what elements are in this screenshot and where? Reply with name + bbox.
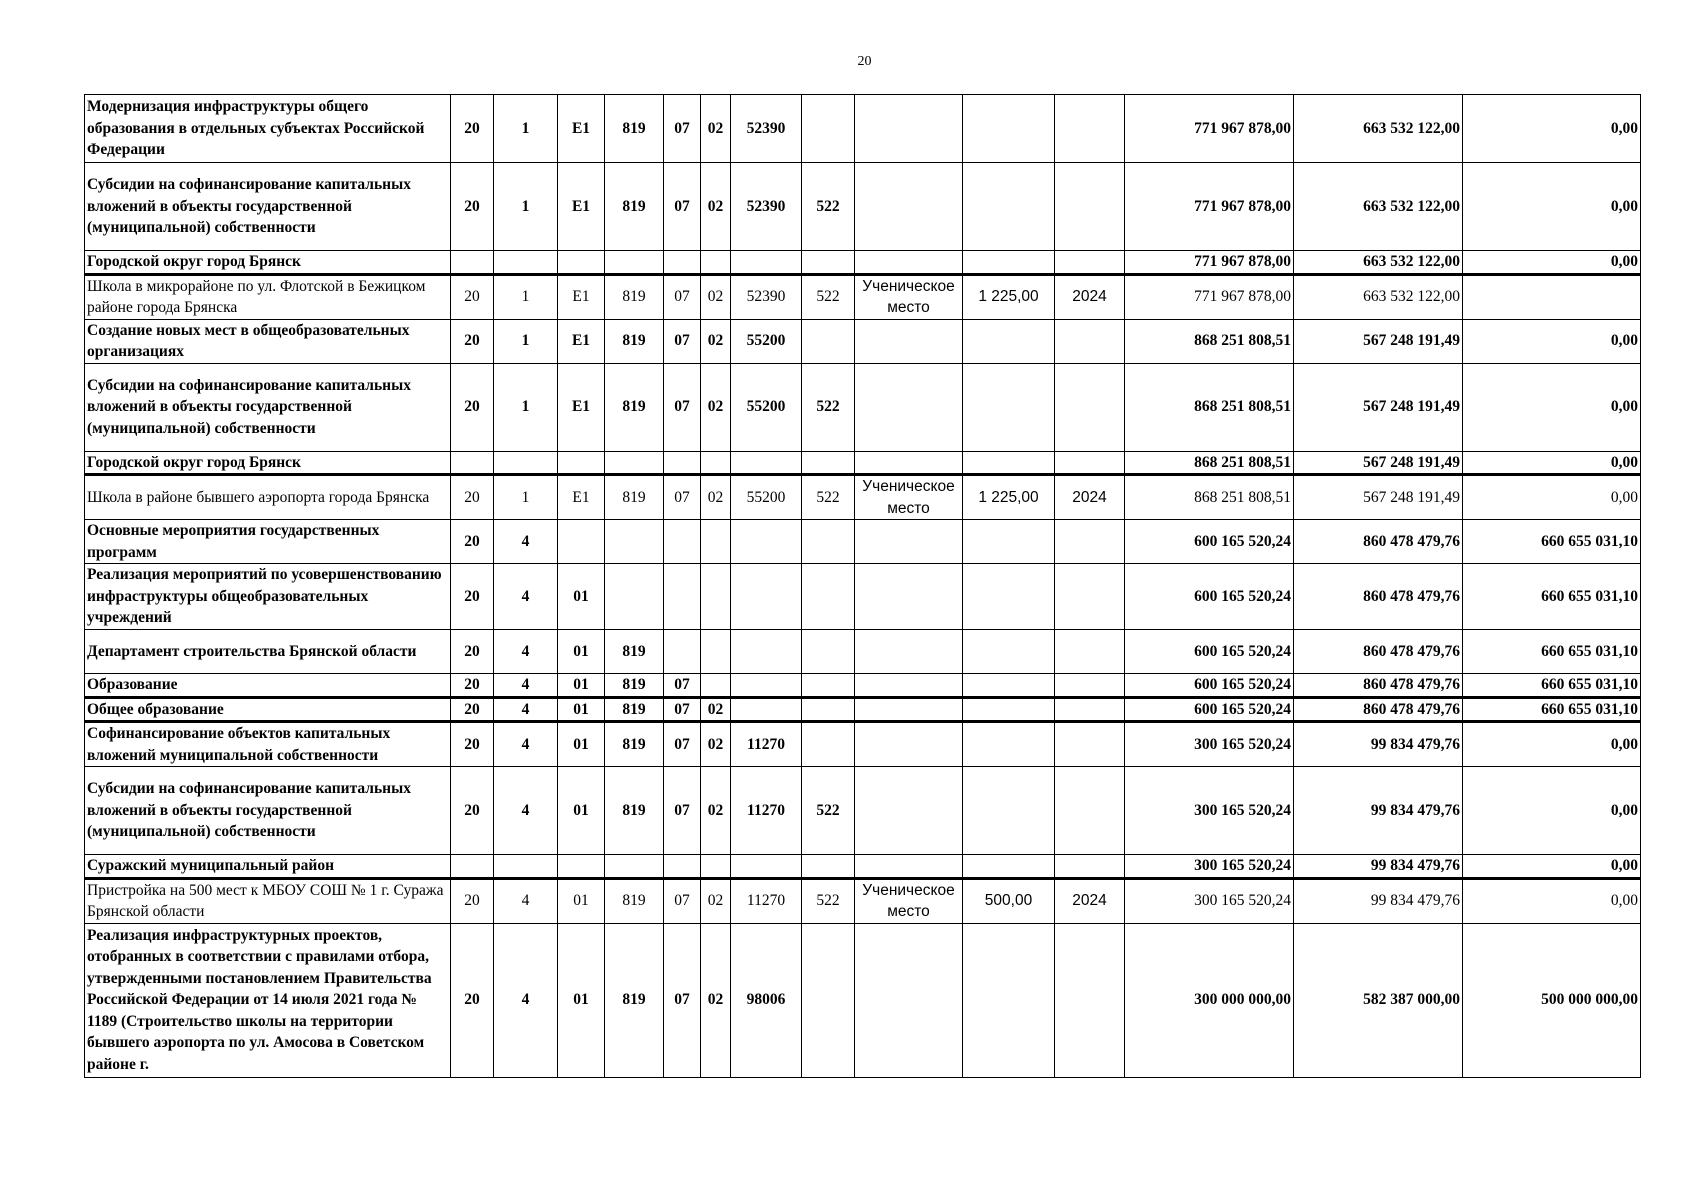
year-cell: 2024 xyxy=(1055,274,1125,319)
unit-cell xyxy=(855,95,963,163)
code-cell-c1: 20 xyxy=(451,722,494,767)
table-row xyxy=(85,878,1641,923)
year-cell: 2024 xyxy=(1055,475,1125,520)
row-name-cell: Софинансирование объектов капитальных вложений муниципальной собственности xyxy=(85,722,451,767)
amount-cell-v2: 663 532 122,00 xyxy=(1294,163,1463,251)
code-cell-c2: 1 xyxy=(494,363,558,451)
cap-cell: 1 225,00 xyxy=(963,274,1055,319)
amount-cell-v3: 0,00 xyxy=(1463,475,1641,520)
amount-cell-v2: 99 834 479,76 xyxy=(1294,855,1463,879)
code-cell-c7: 11270 xyxy=(731,722,802,767)
amount-cell-v1: 300 000 000,00 xyxy=(1125,923,1294,1077)
code-cell-c5 xyxy=(664,251,701,275)
row-name-cell: Субсидии на софинансирование капитальных вложений в объекты государственной (муниципальной) собственности xyxy=(85,363,451,451)
amount-cell-v1: 300 165 520,24 xyxy=(1125,767,1294,855)
code-cell-c3: 01 xyxy=(558,722,605,767)
unit-cell xyxy=(855,451,963,475)
code-cell-c7: 11270 xyxy=(731,878,802,923)
table-row xyxy=(85,251,1641,275)
amount-cell-v2: 860 478 479,76 xyxy=(1294,564,1463,630)
amount-cell-v3 xyxy=(1463,274,1641,319)
table-body xyxy=(85,95,1641,1078)
unit-cell xyxy=(855,697,963,722)
amount-cell-v2: 663 532 122,00 xyxy=(1294,274,1463,319)
code-cell-c5 xyxy=(664,630,701,674)
amount-cell-v3: 0,00 xyxy=(1463,722,1641,767)
amount-cell-v3: 660 655 031,10 xyxy=(1463,674,1641,698)
code-cell-c1: 20 xyxy=(451,878,494,923)
code-cell-c7 xyxy=(731,697,802,722)
table-row xyxy=(85,319,1641,363)
code-cell-c4 xyxy=(605,520,664,564)
amount-cell-v2: 860 478 479,76 xyxy=(1294,697,1463,722)
row-name-cell: Создание новых мест в общеобразовательных организациях xyxy=(85,319,451,363)
amount-cell-v1: 868 251 808,51 xyxy=(1125,451,1294,475)
row-name-cell: Субсидии на софинансирование капитальных вложений в объекты государственной (муниципальной) собственности xyxy=(85,163,451,251)
amount-cell-v2: 567 248 191,49 xyxy=(1294,451,1463,475)
code-cell-c8 xyxy=(802,564,855,630)
amount-cell-v3: 0,00 xyxy=(1463,878,1641,923)
code-cell-c3: Е1 xyxy=(558,363,605,451)
code-cell-c2 xyxy=(494,855,558,879)
row-name-cell: Городской округ город Брянск xyxy=(85,451,451,475)
amount-cell-v2: 860 478 479,76 xyxy=(1294,520,1463,564)
code-cell-c8 xyxy=(802,630,855,674)
row-name-cell: Суражский муниципальный район xyxy=(85,855,451,879)
code-cell-c3: 01 xyxy=(558,767,605,855)
amount-cell-v2: 860 478 479,76 xyxy=(1294,674,1463,698)
table-row xyxy=(85,923,1641,1077)
code-cell-c3: Е1 xyxy=(558,274,605,319)
amount-cell-v1: 868 251 808,51 xyxy=(1125,363,1294,451)
amount-cell-v1: 600 165 520,24 xyxy=(1125,564,1294,630)
amount-cell-v1: 868 251 808,51 xyxy=(1125,475,1294,520)
table-row xyxy=(85,722,1641,767)
row-name-cell: Городской округ город Брянск xyxy=(85,251,451,275)
row-name-cell: Реализация мероприятий по усовершенствованию инфраструктуры общеобразовательных учреждений xyxy=(85,564,451,630)
code-cell-c6: 02 xyxy=(701,319,731,363)
code-cell-c5 xyxy=(664,520,701,564)
code-cell-c1 xyxy=(451,451,494,475)
code-cell-c5: 07 xyxy=(664,923,701,1077)
code-cell-c3: 01 xyxy=(558,564,605,630)
code-cell-c1: 20 xyxy=(451,630,494,674)
code-cell-c5: 07 xyxy=(664,475,701,520)
amount-cell-v1: 300 165 520,24 xyxy=(1125,878,1294,923)
row-name-cell: Реализация инфраструктурных проектов, отобранных в соответствии с правилами отбора, утвержденными постановлением Правительства Российской Федерации от 14 июля 2021 года № 1189 (Строительство школы на территории бывшего аэропорта по ул. Амосова в Советском районе г. xyxy=(85,923,451,1077)
table-row xyxy=(85,697,1641,722)
year-cell xyxy=(1055,363,1125,451)
code-cell-c7 xyxy=(731,451,802,475)
code-cell-c2: 4 xyxy=(494,767,558,855)
code-cell-c7 xyxy=(731,520,802,564)
cap-cell xyxy=(963,923,1055,1077)
code-cell-c2: 1 xyxy=(494,475,558,520)
unit-cell xyxy=(855,363,963,451)
unit-cell: Ученическое место xyxy=(855,878,963,923)
code-cell-c6: 02 xyxy=(701,274,731,319)
code-cell-c3 xyxy=(558,251,605,275)
unit-cell xyxy=(855,767,963,855)
code-cell-c8 xyxy=(802,520,855,564)
year-cell xyxy=(1055,451,1125,475)
code-cell-c2: 4 xyxy=(494,630,558,674)
row-name-cell: Модернизация инфраструктуры общего образования в отдельных субъектах Российской Федерации xyxy=(85,95,451,163)
code-cell-c1 xyxy=(451,855,494,879)
amount-cell-v2: 567 248 191,49 xyxy=(1294,363,1463,451)
code-cell-c2: 4 xyxy=(494,674,558,698)
code-cell-c8 xyxy=(802,697,855,722)
code-cell-c5: 07 xyxy=(664,878,701,923)
code-cell-c7 xyxy=(731,855,802,879)
amount-cell-v1: 300 165 520,24 xyxy=(1125,722,1294,767)
code-cell-c2: 1 xyxy=(494,319,558,363)
code-cell-c5 xyxy=(664,564,701,630)
code-cell-c5: 07 xyxy=(664,319,701,363)
amount-cell-v3: 0,00 xyxy=(1463,319,1641,363)
year-cell xyxy=(1055,674,1125,698)
amount-cell-v2: 860 478 479,76 xyxy=(1294,630,1463,674)
amount-cell-v1: 771 967 878,00 xyxy=(1125,274,1294,319)
code-cell-c3: 01 xyxy=(558,697,605,722)
amount-cell-v1: 600 165 520,24 xyxy=(1125,674,1294,698)
code-cell-c6 xyxy=(701,564,731,630)
amount-cell-v2: 99 834 479,76 xyxy=(1294,878,1463,923)
unit-cell xyxy=(855,520,963,564)
cap-cell xyxy=(963,363,1055,451)
code-cell-c5: 07 xyxy=(664,95,701,163)
table-row xyxy=(85,163,1641,251)
code-cell-c1: 20 xyxy=(451,923,494,1077)
code-cell-c1: 20 xyxy=(451,520,494,564)
cap-cell xyxy=(963,520,1055,564)
amount-cell-v3: 500 000 000,00 xyxy=(1463,923,1641,1077)
code-cell-c5: 07 xyxy=(664,697,701,722)
code-cell-c3: 01 xyxy=(558,630,605,674)
amount-cell-v3: 0,00 xyxy=(1463,251,1641,275)
code-cell-c1: 20 xyxy=(451,319,494,363)
code-cell-c6: 02 xyxy=(701,878,731,923)
year-cell xyxy=(1055,564,1125,630)
year-cell xyxy=(1055,630,1125,674)
code-cell-c8: 522 xyxy=(802,475,855,520)
code-cell-c1: 20 xyxy=(451,674,494,698)
code-cell-c3 xyxy=(558,520,605,564)
code-cell-c8 xyxy=(802,923,855,1077)
unit-cell: Ученическое место xyxy=(855,274,963,319)
code-cell-c6: 02 xyxy=(701,163,731,251)
table-row xyxy=(85,767,1641,855)
code-cell-c4 xyxy=(605,451,664,475)
unit-cell xyxy=(855,319,963,363)
code-cell-c1: 20 xyxy=(451,564,494,630)
amount-cell-v2: 663 532 122,00 xyxy=(1294,251,1463,275)
table-row xyxy=(85,564,1641,630)
code-cell-c6: 02 xyxy=(701,363,731,451)
code-cell-c6: 02 xyxy=(701,95,731,163)
code-cell-c6 xyxy=(701,630,731,674)
amount-cell-v3: 0,00 xyxy=(1463,855,1641,879)
amount-cell-v1: 300 165 520,24 xyxy=(1125,855,1294,879)
code-cell-c5 xyxy=(664,451,701,475)
code-cell-c4: 819 xyxy=(605,163,664,251)
code-cell-c1: 20 xyxy=(451,767,494,855)
code-cell-c2: 4 xyxy=(494,923,558,1077)
code-cell-c3: Е1 xyxy=(558,163,605,251)
year-cell xyxy=(1055,855,1125,879)
cap-cell xyxy=(963,319,1055,363)
code-cell-c1: 20 xyxy=(451,274,494,319)
code-cell-c7 xyxy=(731,630,802,674)
table-row xyxy=(85,95,1641,163)
cap-cell xyxy=(963,163,1055,251)
code-cell-c7 xyxy=(731,674,802,698)
cap-cell xyxy=(963,674,1055,698)
code-cell-c7 xyxy=(731,251,802,275)
code-cell-c4: 819 xyxy=(605,475,664,520)
code-cell-c6: 02 xyxy=(701,697,731,722)
amount-cell-v2: 99 834 479,76 xyxy=(1294,767,1463,855)
code-cell-c8 xyxy=(802,722,855,767)
code-cell-c7: 52390 xyxy=(731,274,802,319)
year-cell xyxy=(1055,697,1125,722)
code-cell-c5: 07 xyxy=(664,722,701,767)
code-cell-c8: 522 xyxy=(802,767,855,855)
budget-table xyxy=(84,94,1641,1078)
row-name-cell: Пристройка на 500 мест к МБОУ СОШ № 1 г. Суража Брянской области xyxy=(85,878,451,923)
year-cell: 2024 xyxy=(1055,878,1125,923)
code-cell-c4: 819 xyxy=(605,697,664,722)
unit-cell: Ученическое место xyxy=(855,475,963,520)
amount-cell-v1: 600 165 520,24 xyxy=(1125,520,1294,564)
code-cell-c4: 819 xyxy=(605,95,664,163)
code-cell-c2: 1 xyxy=(494,163,558,251)
amount-cell-v3: 660 655 031,10 xyxy=(1463,520,1641,564)
code-cell-c1: 20 xyxy=(451,697,494,722)
unit-cell xyxy=(855,722,963,767)
table-row xyxy=(85,520,1641,564)
code-cell-c4: 819 xyxy=(605,674,664,698)
cap-cell: 1 225,00 xyxy=(963,475,1055,520)
code-cell-c3 xyxy=(558,451,605,475)
code-cell-c8: 522 xyxy=(802,363,855,451)
cap-cell xyxy=(963,451,1055,475)
code-cell-c4: 819 xyxy=(605,363,664,451)
code-cell-c8 xyxy=(802,855,855,879)
code-cell-c5: 07 xyxy=(664,767,701,855)
code-cell-c5: 07 xyxy=(664,274,701,319)
code-cell-c3: Е1 xyxy=(558,475,605,520)
row-name-cell: Субсидии на софинансирование капитальных вложений в объекты государственной (муниципальной) собственности xyxy=(85,767,451,855)
table-row xyxy=(85,674,1641,698)
code-cell-c8: 522 xyxy=(802,878,855,923)
code-cell-c2 xyxy=(494,251,558,275)
code-cell-c8 xyxy=(802,319,855,363)
table-row xyxy=(85,855,1641,879)
code-cell-c1: 20 xyxy=(451,95,494,163)
year-cell xyxy=(1055,722,1125,767)
code-cell-c2: 1 xyxy=(494,95,558,163)
code-cell-c3: 01 xyxy=(558,923,605,1077)
unit-cell xyxy=(855,674,963,698)
code-cell-c8 xyxy=(802,451,855,475)
unit-cell xyxy=(855,251,963,275)
amount-cell-v1: 771 967 878,00 xyxy=(1125,251,1294,275)
code-cell-c7 xyxy=(731,564,802,630)
page-number: 20 xyxy=(857,54,872,69)
code-cell-c8 xyxy=(802,95,855,163)
year-cell xyxy=(1055,923,1125,1077)
year-cell xyxy=(1055,95,1125,163)
code-cell-c4: 819 xyxy=(605,722,664,767)
row-name-cell: Образование xyxy=(85,674,451,698)
code-cell-c8: 522 xyxy=(802,163,855,251)
code-cell-c2: 4 xyxy=(494,722,558,767)
cap-cell xyxy=(963,767,1055,855)
unit-cell xyxy=(855,564,963,630)
year-cell xyxy=(1055,251,1125,275)
amount-cell-v2: 99 834 479,76 xyxy=(1294,722,1463,767)
amount-cell-v3: 0,00 xyxy=(1463,451,1641,475)
unit-cell xyxy=(855,923,963,1077)
code-cell-c6 xyxy=(701,674,731,698)
code-cell-c1: 20 xyxy=(451,163,494,251)
code-cell-c7: 55200 xyxy=(731,319,802,363)
year-cell xyxy=(1055,520,1125,564)
code-cell-c4 xyxy=(605,855,664,879)
code-cell-c4 xyxy=(605,251,664,275)
code-cell-c1 xyxy=(451,251,494,275)
code-cell-c6: 02 xyxy=(701,767,731,855)
amount-cell-v2: 567 248 191,49 xyxy=(1294,475,1463,520)
amount-cell-v1: 600 165 520,24 xyxy=(1125,697,1294,722)
code-cell-c4: 819 xyxy=(605,767,664,855)
cap-cell xyxy=(963,564,1055,630)
table-row xyxy=(85,274,1641,319)
code-cell-c5 xyxy=(664,855,701,879)
amount-cell-v3: 660 655 031,10 xyxy=(1463,630,1641,674)
code-cell-c3: Е1 xyxy=(558,95,605,163)
row-name-cell: Общее образование xyxy=(85,697,451,722)
code-cell-c2: 4 xyxy=(494,878,558,923)
code-cell-c3: Е1 xyxy=(558,319,605,363)
code-cell-c7: 55200 xyxy=(731,363,802,451)
code-cell-c6: 02 xyxy=(701,923,731,1077)
code-cell-c8: 522 xyxy=(802,274,855,319)
code-cell-c7: 52390 xyxy=(731,163,802,251)
code-cell-c4 xyxy=(605,564,664,630)
unit-cell xyxy=(855,163,963,251)
code-cell-c2: 4 xyxy=(494,520,558,564)
amount-cell-v1: 868 251 808,51 xyxy=(1125,319,1294,363)
code-cell-c4: 819 xyxy=(605,923,664,1077)
code-cell-c2: 1 xyxy=(494,274,558,319)
code-cell-c2: 4 xyxy=(494,564,558,630)
year-cell xyxy=(1055,163,1125,251)
amount-cell-v1: 600 165 520,24 xyxy=(1125,630,1294,674)
code-cell-c5: 07 xyxy=(664,674,701,698)
amount-cell-v3: 0,00 xyxy=(1463,163,1641,251)
code-cell-c6 xyxy=(701,855,731,879)
amount-cell-v2: 567 248 191,49 xyxy=(1294,319,1463,363)
amount-cell-v3: 660 655 031,10 xyxy=(1463,697,1641,722)
year-cell xyxy=(1055,767,1125,855)
unit-cell xyxy=(855,855,963,879)
code-cell-c4: 819 xyxy=(605,630,664,674)
amount-cell-v1: 771 967 878,00 xyxy=(1125,163,1294,251)
cap-cell xyxy=(963,630,1055,674)
amount-cell-v2: 663 532 122,00 xyxy=(1294,95,1463,163)
code-cell-c3: 01 xyxy=(558,878,605,923)
code-cell-c7: 52390 xyxy=(731,95,802,163)
code-cell-c7: 98006 xyxy=(731,923,802,1077)
code-cell-c7: 11270 xyxy=(731,767,802,855)
code-cell-c2 xyxy=(494,451,558,475)
code-cell-c5: 07 xyxy=(664,163,701,251)
amount-cell-v3: 660 655 031,10 xyxy=(1463,564,1641,630)
cap-cell xyxy=(963,95,1055,163)
row-name-cell: Основные мероприятия государственных программ xyxy=(85,520,451,564)
cap-cell xyxy=(963,722,1055,767)
code-cell-c1: 20 xyxy=(451,475,494,520)
unit-cell xyxy=(855,630,963,674)
code-cell-c6 xyxy=(701,451,731,475)
code-cell-c6: 02 xyxy=(701,475,731,520)
code-cell-c3 xyxy=(558,855,605,879)
amount-cell-v2: 582 387 000,00 xyxy=(1294,923,1463,1077)
cap-cell xyxy=(963,251,1055,275)
code-cell-c1: 20 xyxy=(451,363,494,451)
code-cell-c3: 01 xyxy=(558,674,605,698)
amount-cell-v1: 771 967 878,00 xyxy=(1125,95,1294,163)
code-cell-c8 xyxy=(802,251,855,275)
table-row xyxy=(85,451,1641,475)
amount-cell-v3: 0,00 xyxy=(1463,767,1641,855)
table-row xyxy=(85,363,1641,451)
row-name-cell: Школа в районе бывшего аэропорта города Брянска xyxy=(85,475,451,520)
code-cell-c6 xyxy=(701,251,731,275)
row-name-cell: Школа в микрорайоне по ул. Флотской в Бежицком районе города Брянска xyxy=(85,274,451,319)
amount-cell-v3: 0,00 xyxy=(1463,95,1641,163)
cap-cell xyxy=(963,855,1055,879)
code-cell-c4: 819 xyxy=(605,878,664,923)
code-cell-c6 xyxy=(701,520,731,564)
code-cell-c2: 4 xyxy=(494,697,558,722)
amount-cell-v3: 0,00 xyxy=(1463,363,1641,451)
table-row xyxy=(85,630,1641,674)
cap-cell: 500,00 xyxy=(963,878,1055,923)
year-cell xyxy=(1055,319,1125,363)
cap-cell xyxy=(963,697,1055,722)
code-cell-c5: 07 xyxy=(664,363,701,451)
table-row xyxy=(85,475,1641,520)
row-name-cell: Департамент строительства Брянской области xyxy=(85,630,451,674)
code-cell-c4: 819 xyxy=(605,274,664,319)
code-cell-c7: 55200 xyxy=(731,475,802,520)
code-cell-c4: 819 xyxy=(605,319,664,363)
code-cell-c8 xyxy=(802,674,855,698)
code-cell-c6: 02 xyxy=(701,722,731,767)
